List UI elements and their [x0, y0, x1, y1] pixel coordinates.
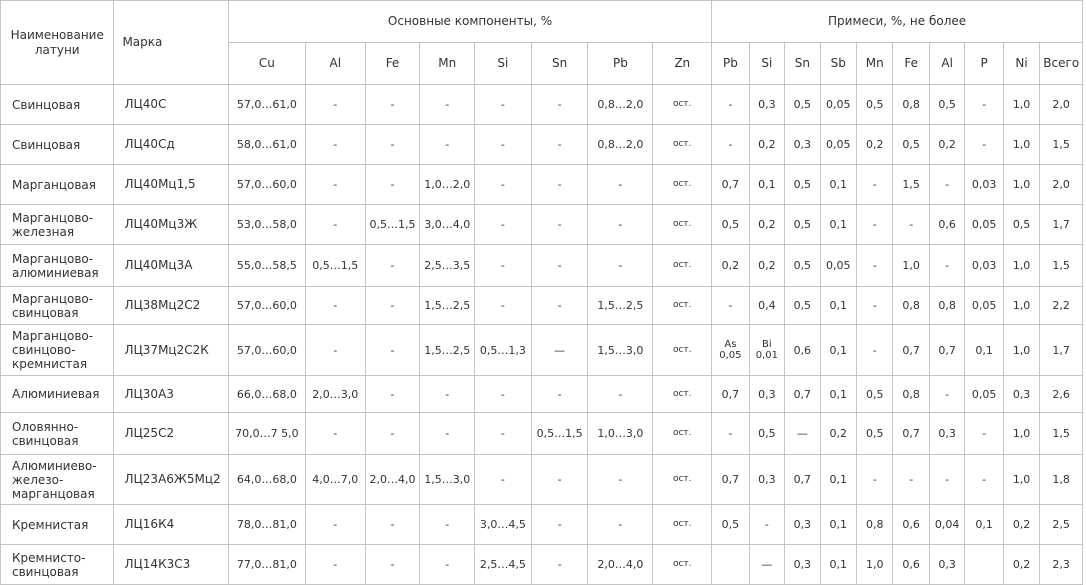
main-component-cell: -	[365, 165, 420, 205]
impurity-cell: 0,5	[857, 85, 893, 125]
main-component-cell: 70,0…7 5,0	[228, 413, 305, 455]
table-row	[1, 325, 1083, 376]
impurity-cell: 0,03	[965, 165, 1003, 205]
main-component-cell: -	[531, 125, 588, 165]
main-component-cell: -	[588, 165, 653, 205]
impurity-cell: 1,0	[1003, 125, 1039, 165]
main-component-cell: -	[305, 165, 365, 205]
main-component-cell: -	[365, 545, 420, 585]
impurity-cell: -	[929, 376, 964, 413]
brass-mark-cell: ЛЦ40Мц3Ж	[114, 205, 228, 245]
brass-mark-cell: ЛЦ16К4	[114, 505, 228, 545]
impurity-cell: 1,5	[893, 165, 929, 205]
main-component-cell: -	[475, 125, 532, 165]
impurity-cell: 0,3	[749, 455, 784, 505]
impurity-cell: 0,5	[785, 165, 820, 205]
main-component-cell: -	[588, 376, 653, 413]
impurity-cell: 0,1	[820, 287, 856, 325]
brass-mark-cell: ЛЦ38Мц2С2	[114, 287, 228, 325]
main-component-cell: -	[475, 287, 532, 325]
impurity-cell: -	[749, 505, 784, 545]
main-component-cell: 1,5…2,5	[420, 287, 475, 325]
header-mark: Марка	[114, 1, 228, 85]
impurity-cell: 0,1	[820, 376, 856, 413]
impurity-cell: -	[712, 413, 749, 455]
main-component-cell: 1,0…3,0	[588, 413, 653, 455]
impurity-cell: —	[749, 545, 784, 585]
brass-name-cell: Оловянно-свинцовая	[1, 413, 114, 455]
header-impurity-col: P	[965, 43, 1003, 85]
impurity-cell: 0,1	[820, 505, 856, 545]
table-row	[1, 413, 1083, 455]
impurity-cell: 2,0	[1040, 85, 1083, 125]
impurity-cell: 0,4	[749, 287, 784, 325]
main-component-cell: -	[305, 505, 365, 545]
brass-mark-cell: ЛЦ23А6Ж5Мц2	[114, 455, 228, 505]
brass-name-cell: Кремнисто-свинцовая	[1, 545, 114, 585]
impurity-cell: 1,0	[1003, 413, 1039, 455]
header-main-col: Si	[475, 43, 532, 85]
main-component-cell: -	[305, 325, 365, 376]
main-component-cell: 2,0…4,0	[588, 545, 653, 585]
header-main-col: Fe	[365, 43, 420, 85]
impurity-cell: 1,5	[1040, 125, 1083, 165]
impurity-cell: 0,8	[893, 376, 929, 413]
brass-mark-cell: ЛЦ25С2	[114, 413, 228, 455]
impurity-cell: 0,2	[929, 125, 964, 165]
main-component-cell: -	[588, 245, 653, 287]
header-impurity-col: Fe	[893, 43, 929, 85]
table-row	[1, 85, 1083, 125]
impurity-cell: -	[893, 455, 929, 505]
main-component-cell: -	[531, 165, 588, 205]
brass-name-cell: Марганцово-свинцовая	[1, 287, 114, 325]
impurity-cell: 1,0	[857, 545, 893, 585]
main-component-cell: -	[531, 245, 588, 287]
impurity-cell: 0,5	[749, 413, 784, 455]
impurity-cell: 0,3	[1003, 376, 1039, 413]
main-component-cell: -	[531, 455, 588, 505]
header-name: Наименование латуни	[1, 1, 114, 85]
impurity-cell: 0,3	[929, 545, 964, 585]
main-component-cell: -	[531, 545, 588, 585]
impurity-cell: -	[712, 287, 749, 325]
main-component-cell: 1,5…2,5	[588, 287, 653, 325]
brass-name-cell: Алюминиевая	[1, 376, 114, 413]
impurity-cell: 0,2	[820, 413, 856, 455]
impurity-cell: -	[712, 85, 749, 125]
main-component-cell: -	[365, 376, 420, 413]
impurity-cell: -	[893, 205, 929, 245]
impurity-cell: -	[712, 125, 749, 165]
impurity-cell: 0,1	[965, 505, 1003, 545]
impurity-cell: 0,1	[820, 545, 856, 585]
impurity-cell: 0,5	[929, 85, 964, 125]
header-impurity-col: Sn	[785, 43, 820, 85]
main-component-cell: 0,5…1,3	[475, 325, 532, 376]
impurity-cell: 0,2	[857, 125, 893, 165]
impurity-cell: —	[785, 413, 820, 455]
main-component-cell: 57,0…60,0	[228, 165, 305, 205]
impurity-cell: 0,5	[712, 205, 749, 245]
main-component-cell: ост.	[653, 125, 712, 165]
main-component-cell: 1,5…3,0	[588, 325, 653, 376]
main-component-cell: -	[588, 455, 653, 505]
header-impurity-col: Pb	[712, 43, 749, 85]
brass-name-cell: Свинцовая	[1, 125, 114, 165]
main-component-cell: 0,5…1,5	[531, 413, 588, 455]
main-component-cell: ост.	[653, 245, 712, 287]
impurity-cell: -	[857, 287, 893, 325]
brass-name-cell: Марганцово-алюминиевая	[1, 245, 114, 287]
impurity-cell: 0,2	[749, 245, 784, 287]
main-component-cell: -	[475, 85, 532, 125]
brass-mark-cell: ЛЦ37Мц2С2К	[114, 325, 228, 376]
brass-mark-cell: ЛЦ40Сд	[114, 125, 228, 165]
impurity-cell: 0,5	[1003, 205, 1039, 245]
impurity-cell: -	[965, 455, 1003, 505]
header-impurity-col: Si	[749, 43, 784, 85]
header-main-col: Al	[305, 43, 365, 85]
impurity-cell: 1,0	[1003, 85, 1039, 125]
impurity-cell: 1,0	[1003, 325, 1039, 376]
impurity-cell: 1,5	[1040, 413, 1083, 455]
impurity-cell: 0,7	[785, 376, 820, 413]
impurity-cell: 0,7	[929, 325, 964, 376]
main-component-cell: 0,5…1,5	[305, 245, 365, 287]
impurity-cell: 0,7	[712, 376, 749, 413]
table-row	[1, 125, 1083, 165]
header-impurity-col: Всего	[1040, 43, 1083, 85]
brass-name-cell: Алюминиево-железо-марганцовая	[1, 455, 114, 505]
impurity-cell: 0,3	[929, 413, 964, 455]
impurity-cell: 1,0	[1003, 245, 1039, 287]
main-component-cell: -	[475, 455, 532, 505]
impurity-cell: 0,5	[785, 85, 820, 125]
impurity-cell: 0,5	[785, 205, 820, 245]
main-component-cell: -	[420, 376, 475, 413]
brass-mark-cell: ЛЦ40Мц3А	[114, 245, 228, 287]
impurity-cell: -	[929, 455, 964, 505]
main-component-cell: -	[588, 205, 653, 245]
main-component-cell: -	[365, 325, 420, 376]
impurity-cell: 1,5	[1040, 245, 1083, 287]
main-component-cell: 1,0…2,0	[420, 165, 475, 205]
main-component-cell: —	[531, 325, 588, 376]
main-component-cell: -	[531, 376, 588, 413]
impurity-cell: 0,2	[749, 205, 784, 245]
main-component-cell: ост.	[653, 205, 712, 245]
impurity-cell: 2,6	[1040, 376, 1083, 413]
impurity-cell: 1,8	[1040, 455, 1083, 505]
main-component-cell: -	[305, 545, 365, 585]
impurity-cell: 0,05	[820, 245, 856, 287]
main-component-cell: -	[365, 125, 420, 165]
main-component-cell: 66,0…68,0	[228, 376, 305, 413]
impurity-cell: 0,1	[820, 325, 856, 376]
header-main-col: Mn	[420, 43, 475, 85]
main-component-cell: ост.	[653, 376, 712, 413]
main-component-cell: -	[420, 545, 475, 585]
impurity-cell: -	[929, 165, 964, 205]
impurity-cell: 2,5	[1040, 505, 1083, 545]
main-component-cell: 57,0…60,0	[228, 287, 305, 325]
main-component-cell: 57,0…60,0	[228, 325, 305, 376]
impurity-cell: -	[929, 245, 964, 287]
impurity-cell: 0,7	[785, 455, 820, 505]
impurity-cell: 0,7	[893, 413, 929, 455]
main-component-cell: 3,0…4,5	[475, 505, 532, 545]
main-component-cell: 3,0…4,0	[420, 205, 475, 245]
main-component-cell: -	[305, 125, 365, 165]
impurity-cell	[712, 545, 749, 585]
main-component-cell: 4,0…7,0	[305, 455, 365, 505]
main-component-cell: 2,0…4,0	[365, 455, 420, 505]
impurity-cell: 0,3	[785, 545, 820, 585]
main-component-cell: 1,5…2,5	[420, 325, 475, 376]
main-component-cell: ост.	[653, 325, 712, 376]
impurity-cell: 0,8	[893, 85, 929, 125]
impurity-cell: 0,8	[929, 287, 964, 325]
header-impurity-col: Sb	[820, 43, 856, 85]
main-component-cell: -	[420, 413, 475, 455]
impurity-cell: 0,6	[929, 205, 964, 245]
main-component-cell: -	[365, 287, 420, 325]
impurity-cell: -	[965, 413, 1003, 455]
main-component-cell: -	[365, 85, 420, 125]
main-component-cell: 0,8…2,0	[588, 85, 653, 125]
impurity-cell: 0,7	[712, 165, 749, 205]
header-impurity-col: Al	[929, 43, 964, 85]
impurity-cell: 0,05	[965, 287, 1003, 325]
main-component-cell: -	[475, 413, 532, 455]
main-component-cell: -	[531, 287, 588, 325]
main-component-cell: -	[420, 125, 475, 165]
main-component-cell: -	[305, 287, 365, 325]
impurity-cell: -	[965, 125, 1003, 165]
main-component-cell: ост.	[653, 165, 712, 205]
impurity-cell: Bi 0,01	[749, 325, 784, 376]
impurity-cell: 0,5	[893, 125, 929, 165]
impurity-cell: 1,0	[1003, 165, 1039, 205]
impurity-cell: 0,3	[749, 376, 784, 413]
table-row	[1, 165, 1083, 205]
impurity-cell: 1,0	[1003, 287, 1039, 325]
main-component-cell: -	[531, 505, 588, 545]
impurity-cell: -	[857, 205, 893, 245]
impurity-cell: 0,3	[785, 505, 820, 545]
brass-mark-cell: ЛЦ40С	[114, 85, 228, 125]
impurity-cell: 0,04	[929, 505, 964, 545]
brass-name-cell: Марганцово-свинцово-кремнистая	[1, 325, 114, 376]
impurity-cell: 0,1	[820, 165, 856, 205]
impurity-cell: -	[857, 455, 893, 505]
main-component-cell: -	[365, 413, 420, 455]
impurity-cell: 2,2	[1040, 287, 1083, 325]
header-impurity-col: Mn	[857, 43, 893, 85]
main-component-cell: 2,5…3,5	[420, 245, 475, 287]
impurity-cell: 0,8	[893, 287, 929, 325]
table-row	[1, 245, 1083, 287]
impurity-cell: 0,8	[857, 505, 893, 545]
impurity-cell: 2,0	[1040, 165, 1083, 205]
main-component-cell: 77,0…81,0	[228, 545, 305, 585]
main-component-cell: 0,5…1,5	[365, 205, 420, 245]
impurity-cell: 0,5	[857, 376, 893, 413]
impurity-cell: 0,2	[712, 245, 749, 287]
impurity-cell: 0,5	[857, 413, 893, 455]
impurity-cell: 1,7	[1040, 205, 1083, 245]
main-component-cell: 0,8…2,0	[588, 125, 653, 165]
impurity-cell: 2,3	[1040, 545, 1083, 585]
impurity-cell: 0,1	[820, 455, 856, 505]
header-main-components: Основные компоненты, %	[228, 1, 711, 43]
main-component-cell: ост.	[653, 505, 712, 545]
brass-name-cell: Марганцовая	[1, 165, 114, 205]
main-component-cell: -	[365, 505, 420, 545]
header-impurity-col: Ni	[1003, 43, 1039, 85]
main-component-cell: -	[475, 245, 532, 287]
impurity-cell: 0,05	[965, 205, 1003, 245]
main-component-cell: -	[305, 205, 365, 245]
main-component-cell: -	[531, 205, 588, 245]
table-row	[1, 287, 1083, 325]
impurity-cell: 0,6	[785, 325, 820, 376]
impurity-cell: 0,2	[1003, 505, 1039, 545]
header-main-col: Zn	[653, 43, 712, 85]
main-component-cell: -	[420, 505, 475, 545]
impurity-cell: 0,7	[712, 455, 749, 505]
main-component-cell: ост.	[653, 455, 712, 505]
table-body	[1, 85, 1083, 585]
impurity-cell: 0,05	[965, 376, 1003, 413]
impurity-cell: 0,2	[1003, 545, 1039, 585]
main-component-cell: 64,0…68,0	[228, 455, 305, 505]
impurity-cell: 0,6	[893, 505, 929, 545]
impurity-cell: 1,0	[893, 245, 929, 287]
main-component-cell: ост.	[653, 413, 712, 455]
main-component-cell: 1,5…3,0	[420, 455, 475, 505]
header-impurities: Примеси, %, не более	[712, 1, 1083, 43]
main-component-cell: 58,0…61,0	[228, 125, 305, 165]
impurity-cell: 0,1	[820, 205, 856, 245]
impurity-cell: 0,2	[749, 125, 784, 165]
header-main-col: Pb	[588, 43, 653, 85]
table-row	[1, 205, 1083, 245]
main-component-cell: -	[305, 85, 365, 125]
main-component-cell: -	[420, 85, 475, 125]
main-component-cell: ост.	[653, 287, 712, 325]
brass-name-cell: Кремнистая	[1, 505, 114, 545]
impurity-cell: 0,03	[965, 245, 1003, 287]
table-row	[1, 505, 1083, 545]
main-component-cell: 78,0…81,0	[228, 505, 305, 545]
main-component-cell: -	[588, 505, 653, 545]
main-component-cell: -	[475, 376, 532, 413]
impurity-cell: 0,3	[785, 125, 820, 165]
impurity-cell: 0,05	[820, 125, 856, 165]
header-main-col: Sn	[531, 43, 588, 85]
impurity-cell: 0,1	[749, 165, 784, 205]
brass-name-cell: Марганцово-железная	[1, 205, 114, 245]
main-component-cell: -	[475, 165, 532, 205]
table-row	[1, 455, 1083, 505]
impurity-cell: 0,1	[965, 325, 1003, 376]
impurity-cell: -	[857, 165, 893, 205]
impurity-cell: 1,0	[1003, 455, 1039, 505]
brass-mark-cell: ЛЦ40Мц1,5	[114, 165, 228, 205]
impurity-cell: -	[857, 245, 893, 287]
main-component-cell: 53,0…58,0	[228, 205, 305, 245]
impurity-cell	[965, 545, 1003, 585]
main-component-cell: 2,0…3,0	[305, 376, 365, 413]
impurity-cell: 0,5	[785, 287, 820, 325]
impurity-cell: As 0,05	[712, 325, 749, 376]
impurity-cell: 0,05	[820, 85, 856, 125]
brass-name-cell: Свинцовая	[1, 85, 114, 125]
brass-mark-cell: ЛЦ30А3	[114, 376, 228, 413]
impurity-cell: 0,5	[785, 245, 820, 287]
impurity-cell: 0,7	[893, 325, 929, 376]
main-component-cell: ост.	[653, 85, 712, 125]
impurity-cell: -	[857, 325, 893, 376]
main-component-cell: 57,0…61,0	[228, 85, 305, 125]
main-component-cell: -	[305, 413, 365, 455]
impurity-cell: 0,5	[712, 505, 749, 545]
impurity-cell: 0,3	[749, 85, 784, 125]
main-component-cell: 2,5…4,5	[475, 545, 532, 585]
main-component-cell: -	[475, 205, 532, 245]
main-component-cell: -	[365, 245, 420, 287]
header-main-col: Cu	[228, 43, 305, 85]
main-component-cell: ост.	[653, 545, 712, 585]
impurity-cell: 0,6	[893, 545, 929, 585]
table-row	[1, 545, 1083, 585]
main-component-cell: 55,0…58,5	[228, 245, 305, 287]
impurity-cell: 1,7	[1040, 325, 1083, 376]
impurity-cell: -	[965, 85, 1003, 125]
main-component-cell: -	[531, 85, 588, 125]
table-row	[1, 376, 1083, 413]
brass-mark-cell: ЛЦ14К3С3	[114, 545, 228, 585]
